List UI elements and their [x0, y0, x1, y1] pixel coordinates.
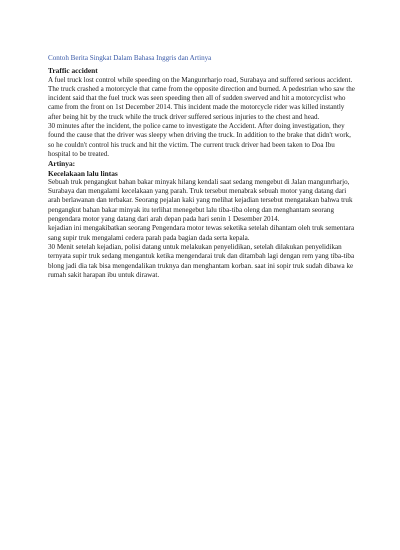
- translation-label: Artinya:: [48, 159, 76, 169]
- indonesian-paragraph-3: 30 Menit setelah kejadian, polisi datang untuk melakukan penyelidikan, setelah dilakukan penyelidikan ternyata supir truk sedang mengantuk ketika mengendarai truk dan ditambah lagi dengan rem yang tiba-tiba blong jadi dia tak bisa mengendalikan truknya dan menghantam korban. saat ini sopir truk sudah dibawa ke rumah sakit harapan ibu untuk dirawat.: [48, 242, 355, 279]
- document-page: [48, 54, 358, 280]
- indonesian-paragraph-1: Sebuah truk pengangkut bahan bakar minyak hilang kendali saat sedang mengebut di Jalan mangunrharjo, Surabaya dan mengalami kecelakaan yang parah. Truk tersebut menabrak sebuah motor yang datang dari arah berlawanan dan terbakar. Seorang pejalan kaki yang melihat kejadian tersebut mengatakan bahwa truk pengangkut bahan bakar minyak itu terlihat menegebut lalu tiba-tiba oleng dan menghantam seorang pengendara motor yang datang dari arah depan pada hari senin 1 Desember 2014.: [48, 177, 353, 224]
- indonesian-heading: Kecelakaan lalu lintas: [48, 168, 118, 178]
- english-paragraph-2: 30 minutes after the incident, the police came to investigate the Accident. After doing investigation, they found the cause that the driver was sleepy when driving the truck. In addition to the brake that didn't work, so he couldn't control his truck and hit the victim. The current truck driver had been taken to Doa Ibu hospital to be treated.: [48, 122, 351, 158]
- english-paragraph-1: A fuel truck lost control while speeding on the Mangunrharjo road, Surabaya and suffered serious accident. The truck crashed a motorcycle that came from the opposite direction and burned. A pedestrian who saw the incident said that the fuel truck was seen speeding then all of sudden swerved and hit a motorcyclist who came from the front on 1st December 2014. This incident made the motorcycle rider was killed instantly after being hit by the truck while the truck driver suffered serious injuries to the chest and head.: [48, 75, 355, 121]
- indonesian-paragraph-2: kejadian ini mengakibatkan seorang Pengendara motor tewas seketika setelah dihantam oleh truk sementara sang supir truk mengalami cedera parah pada bagian dada serta kepala.: [48, 224, 355, 242]
- english-heading: Traffic accident: [48, 66, 98, 76]
- page-title: Contoh Berita Singkat Dalam Bahasa Inggris dan Artinya: [48, 54, 212, 62]
